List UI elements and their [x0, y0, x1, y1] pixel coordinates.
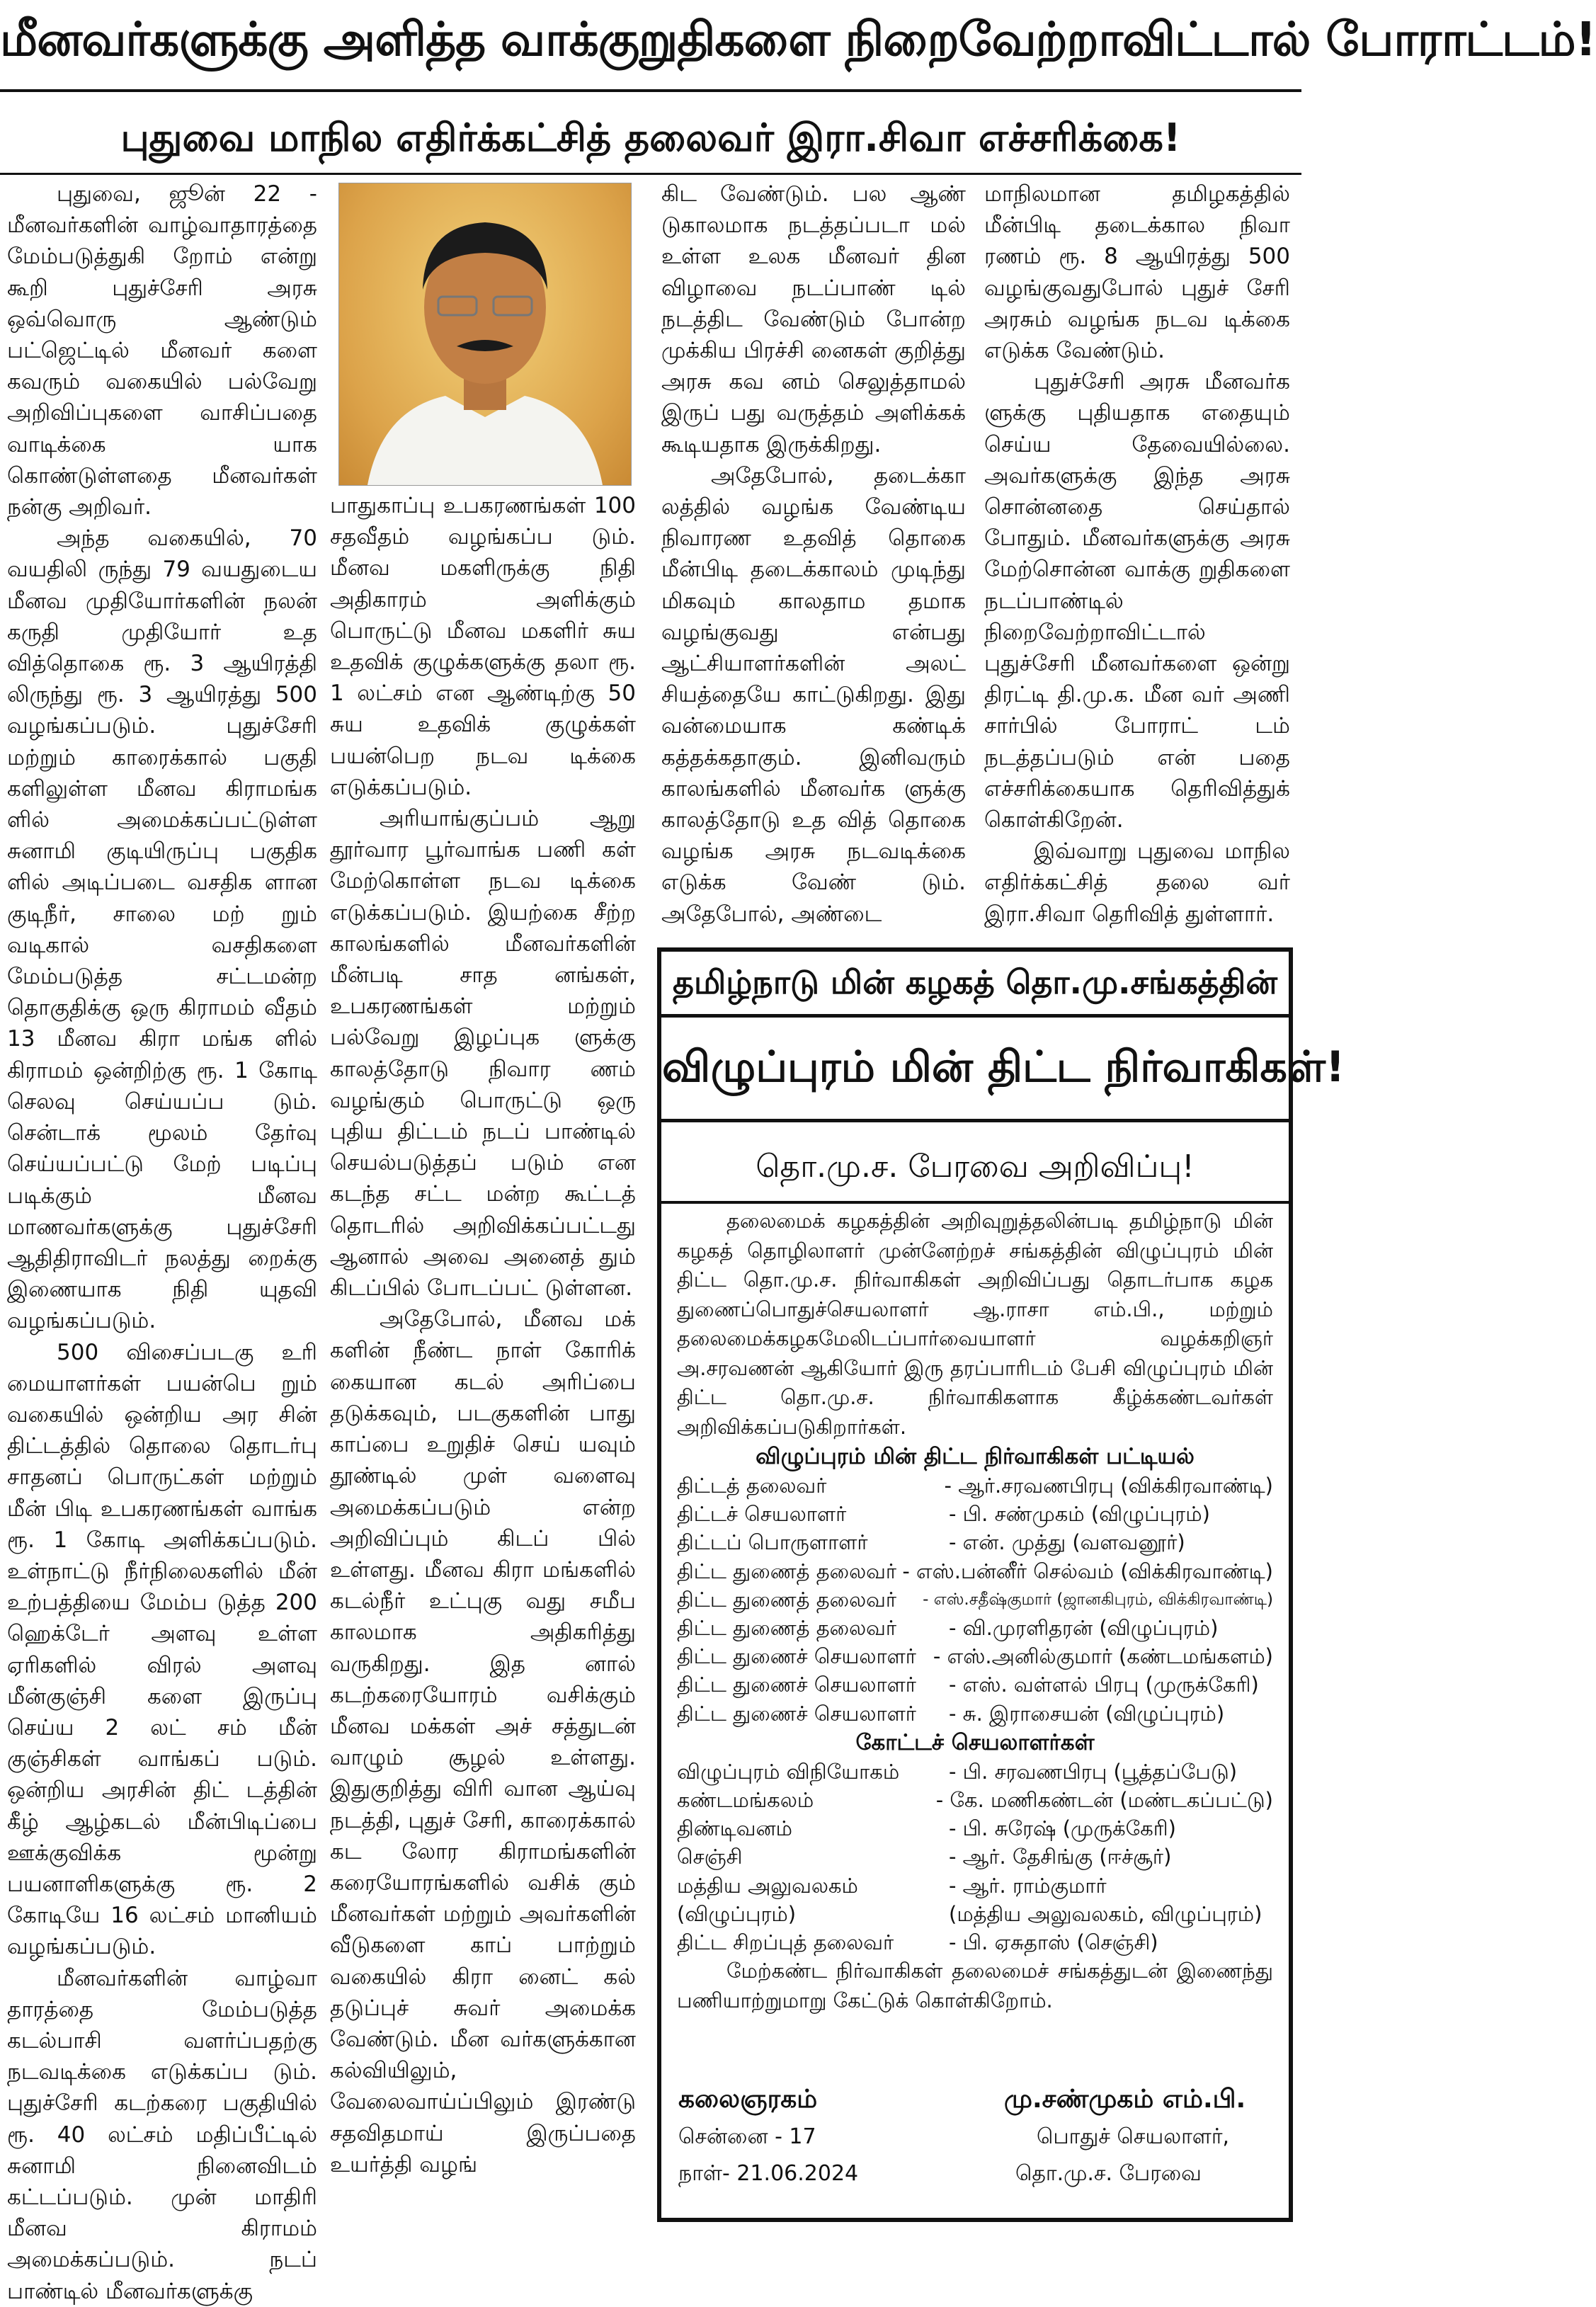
subheadline: புதுவை மாநில எதிர்க்கட்சித் தலைவர் இரா.சிவா எச்சரிக்கை! — [120, 115, 1181, 160]
section-name: - ஆர். தேசிங்கு (ஈச்சூர்) — [949, 1845, 1172, 1869]
section-row — [677, 1786, 1273, 1814]
article-column-1 — [7, 178, 317, 2304]
officer-name: - எஸ்.பன்னீர் செல்வம் (விக்கிரவாண்டி) — [902, 1559, 1273, 1583]
officer-role: திட்ட துணைச் செயலாளர் — [677, 1644, 916, 1669]
section-row — [677, 1872, 1273, 1900]
article-column-2 — [330, 490, 636, 2218]
notice-divider — [661, 1201, 1289, 1204]
article-paragraph: அந்த வகையில், 70 வயதிலி ருந்து 79 வயதுடைய மீனவ முதியோர்களின் நலன் கருதி முதியோர் உத வித்தொகை ரூ. 3 ஆயிரத்தி லிருந்து ரூ. 3 ஆயிரத்து 500 வழங்கப்படும். புதுச்சேரி மற்றும் காரைக்கால் பகுதி களிலுள்ள மீனவ கிராமங்க ளில் அமைக்கப்பட்டுள்ள சுனாமி குடியிருப்பு பகுதிக ளில் அடிப்படை வசதிக ளான குடிநீர், சாலை மற் றும் வடிகால் வசதிகளை மேம்படுத்த சட்டமன்ற தொகுதிக்கு ஒரு கிராமம் வீதம் 13 மீனவ கிரா மங்க ளில் கிராமம் ஒன்றிற்கு ரூ. 1 கோடி செலவு செய்யப்ப டும். சென்டாக் மூலம் தேர்வு செய்யப்பட்டு மேற் படிப்பு படிக்கும் மீனவ மாணவர்களுக்கு புதுச்சேரி ஆதிதிராவிடர் நலத்து றைக்கு இணையாக நிதி யுதவி வழங்கப்படும். — [7, 525, 317, 1334]
officer-name: - எஸ்.சதீஷ்குமார் (ஜானகிபுரம், விக்கிரவாண்டி) — [923, 1590, 1273, 1609]
officer-row — [677, 1699, 1273, 1728]
article-paragraph: இவ்வாறு புதுவை மாநில எதிர்க்கட்சித் தலை வர் இரா.சிவா தெரிவித் துள்ளார். — [984, 838, 1290, 927]
notice-divider — [661, 1014, 1289, 1018]
section-role: திட்ட சிறப்புத் தலைவர் — [677, 1930, 894, 1955]
section-name: - கே. மணிகண்டன் (மண்டகப்பட்டு) — [935, 1788, 1273, 1813]
officer-role: திட்டச் செயலாளர் — [677, 1502, 847, 1527]
article-paragraph: அதேபோல், தடைக்கா லத்தில் வழங்க வேண்டிய நிவாரண உதவித் தொகை மீன்பிடி தடைக்காலம் முடிந்து மிகவும் காலதாம தமாக வழங்குவது என்பது ஆட்சியாளர்களின் அலட் சியத்தையே காட்டுகிறது. இது வன்மையாக கண்டிக் கத்தக்கதாகும். இனிவரும் காலங்களில் மீனவர்க ளுக்கு காலத்தோடு உத வித் தொகை வழங்க அரசு நடவடிக்கை எடுக்க வேண் டும். அதேபோல், அண்டை — [661, 462, 966, 927]
headline-rule — [0, 89, 1301, 92]
officer-name: - வி.முரளிதரன் (விழுப்புரம்) — [949, 1616, 1219, 1641]
signatory-body: தொ.மு.ச. பேரவை — [1015, 2161, 1202, 2186]
section-row — [677, 1758, 1273, 1786]
article-paragraph: பாதுகாப்பு உபகரணங்கள் 100 சதவீதம் வழங்கப்ப டும். மீனவ மகளிருக்கு நிதி அதிகாரம் அளிக்கும் பொருட்டு மீனவ மகளிர் சுய உதவிக் குழுக்களுக்கு தலா ரூ. 1 லட்சம் என ஆண்டிற்கு 50 சுய உதவிக் குழுக்கள் பயன்பெற நடவ டிக்கை எடுக்கப்படும். — [330, 493, 636, 800]
section-row — [677, 1928, 1273, 1956]
officer-role: திட்டத் தலைவர் — [677, 1474, 827, 1498]
subheadline-rule — [0, 173, 1301, 175]
officer-role: திட்ட துணைச் செயலாளர் — [677, 1673, 916, 1697]
officer-name: - என். முத்து (வளவனூர்) — [949, 1530, 1185, 1555]
officer-row — [677, 1670, 1273, 1699]
section-role: (விழுப்புரம்) — [677, 1901, 797, 1926]
officers-list — [677, 1471, 1273, 1728]
officer-role: திட்ட துணைச் செயலாளர் — [677, 1701, 916, 1726]
officer-role: திட்ட துணைத் தலைவர் — [677, 1616, 897, 1641]
notice-title: விழுப்புரம் மின் திட்ட நிர்வாகிகள்! — [662, 1042, 1345, 1092]
officer-name: - சு. இராசையன் (விழுப்புரம்) — [949, 1701, 1225, 1726]
officer-role: திட்ட துணைத் தலைவர் — [677, 1559, 897, 1583]
article-column-4 — [984, 178, 1290, 936]
officer-row — [677, 1500, 1273, 1528]
sections-list — [677, 1758, 1273, 1956]
officer-name: - ஆர்.சரவணபிரபு (விக்கிரவாண்டி) — [944, 1474, 1273, 1498]
officer-role: திட்டப் பொருளாளர் — [677, 1530, 868, 1555]
headline: மீனவர்களுக்கு அளித்த வாக்குறுதிகளை நிறைவேற்றாவிட்டால் போராட்டம்! — [0, 12, 1596, 67]
notice-date: நாள்- 21.06.2024 — [678, 2161, 859, 2186]
officer-row — [677, 1614, 1273, 1642]
section-name: - பி. சரவணபிரபு (பூத்தப்பேடு) — [949, 1759, 1238, 1784]
article-paragraph: மாநிலமான தமிழகத்தில் மீன்பிடி தடைக்கால நிவா ரணம் ரூ. 8 ஆயிரத்து 500 வழங்குவதுபோல் புதுச் சேரி அரசும் வழங்க நடவ டிக்கை எடுக்க வேண்டும். — [984, 181, 1290, 364]
section-name: - ஆர். ராம்குமார் — [949, 1873, 1107, 1898]
officers-list-title: விழுப்புரம் மின் திட்ட நிர்வாகிகள் பட்டியல் — [756, 1444, 1195, 1469]
officer-row — [677, 1528, 1273, 1556]
officer-name: - எஸ்.அனில்குமார் (கண்டமங்களம்) — [933, 1644, 1273, 1669]
officer-row — [677, 1471, 1273, 1500]
notice-divider — [661, 1119, 1289, 1122]
article-paragraph: அரியாங்குப்பம் ஆறு தூர்வார பூர்வாங்க பணி கள் மேற்கொள்ள நடவ டிக்கை எடுக்கப்படும். இயற்கை சீற்ற காலங்களில் மீனவர்களின் மீன்படி சாத னங்கள், உபகரணங்கள் மற்றும் பல்வேறு இழப்புக ளுக்கு காலத்தோடு நிவார ணம் வழங்கும் பொருட்டு ஒரு புதிய திட்டம் நடப் பாண்டில் செயல்படுத்தப் படும் என கடந்த சட்ட மன்ற கூட்டத் தொடரில் அறிவிக்கப்பட்டது ஆனால் அவை அனைத் தும் கிடப்பில் போடப்பட் டுள்ளன. — [330, 806, 636, 1301]
section-role: செஞ்சி — [677, 1845, 743, 1869]
article-paragraph: புதுச்சேரி அரசு மீனவர்க ளுக்கு புதியதாக எதையும் செய்ய தேவையில்லை. அவர்களுக்கு இந்த அரசு சொன்னதை செய்தால் போதும். மீனவர்களுக்கு அரசு மேற்சொன்ன வாக்கு றுதிகளை நடப்பாண்டில் நிறைவேற்றாவிட்டால் புதுச்சேரி மீனவர்களை ஒன்று திரட்டி தி.மு.க. மீன வர் அணி சார்பில் போராட் டம் நடத்தப்படும் என் பதை எச்சரிக்கையாக தெரிவித்துக் கொள்கிறேன். — [984, 369, 1290, 833]
officer-name: - பி. சண்முகம் (விழுப்புரம்) — [949, 1502, 1210, 1527]
section-name: - பி. சுரேஷ் (முருக்கேரி) — [949, 1816, 1176, 1841]
article-paragraph: கிட வேண்டும். பல ஆண் டுகாலமாக நடத்தப்படா மல் உள்ள உலக மீனவர் தின விழாவை நடப்பாண் டில் நடத்திட வேண்டும் போன்ற முக்கிய பிரச்சி னைகள் குறித்து அரசு கவ னம் செலுத்தாமல் இருப் பது வருத்தம் அளிக்கக் கூடியதாக இருக்கிறது. — [661, 181, 966, 457]
section-role: விழுப்புரம் விநியோகம் — [677, 1759, 900, 1784]
notice-org: தமிழ்நாடு மின் கழகத் தொ.மு.சங்கத்தின் — [673, 963, 1277, 1001]
section-role: கண்டமங்கலம் — [677, 1788, 814, 1813]
notice-closing: மேற்கண்ட நிர்வாகிகள் தலைமைச் சங்கத்துடன் இணைந்து பணியாற்றுமாறு கேட்டுக் கொள்கிறோம். — [677, 1959, 1273, 2012]
section-role: மத்திய அலுவலகம் — [677, 1873, 858, 1898]
section-row — [677, 1900, 1273, 1928]
section-row — [677, 1842, 1273, 1871]
section-row — [677, 1814, 1273, 1842]
article-paragraph: புதுவை, ஜூன் 22 - மீனவர்களின் வாழ்வாதாரத்தை மேம்படுத்துகி றோம் என்று கூறி புதுச்சேரி அரசு ஒவ்வொரு ஆண்டும் பட்ஜெட்டில் மீனவர் களை கவரும் வகையில் பல்வேறு அறிவிப்புகளை வாசிப்பதை வாடிக்கை யாக கொண்டுள்ளதை மீனவர்கள் நன்கு அறிவர். — [7, 181, 317, 520]
section-role: திண்டிவனம் — [677, 1816, 792, 1841]
notice-city: சென்னை - 17 — [678, 2124, 816, 2149]
portrait-photo — [339, 183, 631, 485]
officer-role: திட்ட துணைத் தலைவர் — [677, 1587, 897, 1612]
officer-row — [677, 1585, 1273, 1614]
notice-subtitle: தொ.மு.ச. பேரவை அறிவிப்பு! — [756, 1149, 1195, 1185]
section-name: - பி. ஏசுதாஸ் (செஞ்சி) — [949, 1930, 1158, 1955]
officer-row — [677, 1642, 1273, 1670]
signatory-name: மு.சண்முகம் எம்.பி. — [1004, 2085, 1246, 2114]
sections-list-title: கோட்டச் செயலாளர்கள் — [855, 1729, 1095, 1755]
article-paragraph: அதேபோல், மீனவ மக் களின் நீண்ட நாள் கோரிக் கையான கடல் அரிப்பை தடுக்கவும், படகுகளின் பாது காப்பை உறுதிச் செய் யவும் தூண்டில் முள் வளைவு அமைக்கப்படும் என்ற அறிவிப்பும் கிடப் பில் உள்ளது. மீனவ கிரா மங்களில் கடல்நீர் உட்புகு வது சமீப காலமாக அதிகரித்து வருகிறது. இத னால் கடற்கரையோரம் வசிக்கும் மீனவ மக்கள் அச் சத்துடன் வாழும் சூழல் உள்ளது. இதுகுறித்து விரி வான ஆய்வு நடத்தி, புதுச் சேரி, காரைக்கால் கட லோர கிராமங்களின் கரையோரங்களில் வசிக் கும் மீனவர்கள் மற்றும் அவர்களின் வீடுகளை காப் பாற்றும் வகையில் கிரா னைட் கல் தடுப்புச் சுவர் அமைக்க வேண்டும். மீன வர்களுக்கான கல்வியிலும், வேலைவாய்ப்பிலும் இரண்டு சதவிதமாய் இருப்பதை உயர்த்தி வழங் — [330, 1306, 636, 2177]
signatory-designation: பொதுச் செயலாளர், — [1037, 2124, 1230, 2149]
officer-name: - எஸ். வள்ளல் பிரபு (முருக்கேரி) — [949, 1673, 1259, 1697]
officer-row — [677, 1557, 1273, 1585]
section-name: (மத்திய அலுவலகம், விழுப்புரம்) — [949, 1901, 1262, 1926]
article-paragraph: மீனவர்களின் வாழ்வா தாரத்தை மேம்படுத்த கடல்பாசி வளர்ப்பதற்கு நடவடிக்கை எடுக்கப்ப டும். புதுச்சேரி கடற்கரை பகுதியில் ரூ. 40 லட்சம் மதிப்பீட்டில் சுனாமி நினைவிடம் கட்டப்படும். முன் மாதிரி மீனவ கிராமம் அமைக்கப்படும். நடப் பாண்டில் மீனவர்களுக்கு — [7, 1965, 317, 2304]
notice-intro: தலைமைக் கழகத்தின் அறிவுறுத்தலின்படி தமிழ்நாடு மின் கழகத் தொழிலாளர் முன்னேற்றச் சங்கத்தின் விழுப்புரம் மின் திட்ட தொ.மு.ச. நிர்வாகிகள் அறிவிப்பது தொடர்பாக கழக துணைப்பொதுச்செயலாளர் ஆ.ராசா எம்.பி., மற்றும் தலைமைக்கழகமேலிடப்பார்வையாளர் வழக்கறிஞர் அ.சரவணன் ஆகியோர் இரு தரப்பாரிடம் பேசி விழுப்புரம் மின் திட்ட தொ.மு.ச. நிர்வாகிகளாக கீழ்க்கண்டவர்கள் அறிவிக்கப்படுகிறார்கள். — [677, 1209, 1273, 1439]
article-photo — [338, 183, 632, 486]
article-column-3 — [661, 178, 966, 936]
notice-body — [677, 1207, 1273, 2015]
notice-place: கலைஞரகம் — [678, 2085, 818, 2114]
article-paragraph: 500 விசைப்படகு உரி மையாளர்கள் பயன்பெ றும் வகையில் ஒன்றிய அர சின் திட்டத்தில் தொலை தொடர்பு சாதனப் பொருட்கள் மற்றும் மீன் பிடி உபகரணங்கள் வாங்க ரூ. 1 கோடி அளிக்கப்படும். உள்நாட்டு நீர்நிலைகளில் மீன் உற்பத்தியை மேம்ப டுத்த 200 ஹெக்டேர் அளவு உள்ள ஏரிகளில் விரல் அளவு மீன்குஞ்சி களை இருப்பு செய்ய 2 லட் சம் மீன் குஞ்சிகள் வாங்கப் படும். ஒன்றிய அரசின் திட் டத்தின் கீழ் ஆழ்கடல் மீன்பிடிப்பை ஊக்குவிக்க மூன்று பயனாளிகளுக்கு ரூ. 2 கோடியே 16 லட்சம் மானியம் வழங்கப்படும். — [7, 1339, 317, 1960]
